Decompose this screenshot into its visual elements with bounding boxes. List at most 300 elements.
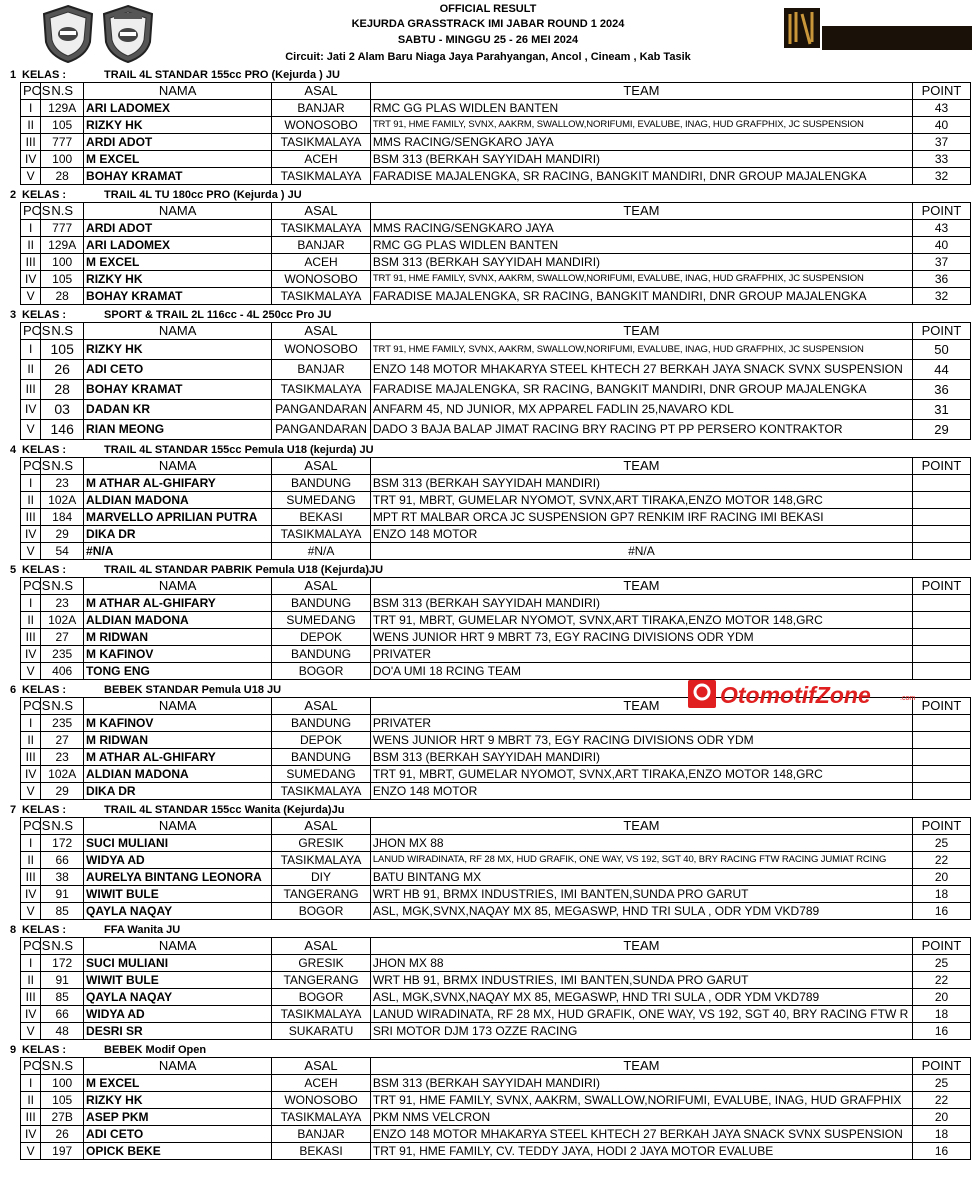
cell-point: 25 xyxy=(912,955,970,972)
cell-ns: 105 xyxy=(41,340,84,360)
cell-team: BSM 313 (BERKAH SAYYIDAH MANDIRI) xyxy=(370,151,912,168)
cell-pos: II xyxy=(21,360,41,380)
cell-team: JHON MX 88 xyxy=(370,955,912,972)
cell-nama: M EXCEL xyxy=(84,151,272,168)
cell-nama: RIZKY HK xyxy=(84,1092,272,1109)
results-table xyxy=(20,322,971,440)
cell-ns: 27B xyxy=(41,1109,84,1126)
cell-point xyxy=(912,612,970,629)
cell-ns: 27 xyxy=(41,629,84,646)
column-header-point: POINT xyxy=(912,698,970,715)
cell-team: MPT RT MALBAR ORCA JC SUSPENSION GP7 RENKIM IRF RACING IMI BEKASI xyxy=(370,509,912,526)
cell-team: PRIVATER xyxy=(370,646,912,663)
cell-nama: WIWIT BULE xyxy=(84,972,272,989)
cell-pos: II xyxy=(21,612,41,629)
cell-ns: 85 xyxy=(41,903,84,920)
table-row xyxy=(21,475,971,492)
cell-ns: 105 xyxy=(41,117,84,134)
cell-ns: 66 xyxy=(41,1006,84,1023)
cell-asal: ACEH xyxy=(272,254,371,271)
cell-point: 29 xyxy=(912,420,970,440)
cell-pos: III xyxy=(21,749,41,766)
cell-pos: II xyxy=(21,852,41,869)
cell-team: DADO 3 BAJA BALAP JIMAT RACING BRY RACING PT PP PERSERO KONTRAKTOR xyxy=(370,420,912,440)
cell-team: FARADISE MAJALENGKA, SR RACING, BANGKIT MANDIRI, DNR GROUP MAJALENGKA xyxy=(370,288,912,305)
table-row xyxy=(21,629,971,646)
cell-team: RMC GG PLAS WIDLEN BANTEN xyxy=(370,237,912,254)
column-header-pos: POS xyxy=(21,83,41,100)
results-table xyxy=(20,577,971,680)
cell-nama: DIKA DR xyxy=(84,526,272,543)
column-header-ns: N.S xyxy=(41,818,84,835)
cell-team: BSM 313 (BERKAH SAYYIDAH MANDIRI) xyxy=(370,475,912,492)
results-table xyxy=(20,937,971,1040)
cell-team: MMS RACING/SENGKARO JAYA xyxy=(370,220,912,237)
cell-asal: PANGANDARAN xyxy=(272,400,371,420)
watermark-suffix: .com xyxy=(900,695,916,702)
cell-nama: ARDI ADOT xyxy=(84,220,272,237)
cell-asal: BANJAR xyxy=(272,237,371,254)
results-container xyxy=(0,68,976,1163)
column-header-ns: N.S xyxy=(41,83,84,100)
cell-asal: WONOSOBO xyxy=(272,340,371,360)
kelas-name: SPORT & TRAIL 2L 116cc - 4L 250cc Pro JU xyxy=(104,309,332,321)
table-row xyxy=(21,903,971,920)
cell-team: WRT HB 91, BRMX INDUSTRIES, IMI BANTEN,SUNDA PRO GARUT xyxy=(370,972,912,989)
cell-pos: IV xyxy=(21,271,41,288)
cell-point: 18 xyxy=(912,1006,970,1023)
column-header-team: TEAM xyxy=(370,323,912,340)
kelas-title xyxy=(0,563,976,577)
results-table xyxy=(20,817,971,920)
cell-point: 31 xyxy=(912,400,970,420)
cell-asal: TASIKMALAYA xyxy=(272,1006,371,1023)
kelas-name: FFA Wanita JU xyxy=(104,924,181,936)
cell-nama: M ATHAR AL-GHIFARY xyxy=(84,595,272,612)
cell-nama: #N/A xyxy=(84,543,272,560)
cell-point: 37 xyxy=(912,254,970,271)
cell-ns: 38 xyxy=(41,869,84,886)
table-row xyxy=(21,117,971,134)
table-row xyxy=(21,288,971,305)
cell-nama: M KAFINOV xyxy=(84,715,272,732)
cell-nama: ADI CETO xyxy=(84,1126,272,1143)
cell-point: 20 xyxy=(912,989,970,1006)
cell-asal: BOGOR xyxy=(272,663,371,680)
table-row xyxy=(21,1023,971,1040)
cell-ns: 777 xyxy=(41,220,84,237)
cell-nama: M KAFINOV xyxy=(84,646,272,663)
cell-team: ASL, MGK,SVNX,NAQAY MX 85, MEGASWP, HND TRI SULA , ODR YDM VKD789 xyxy=(370,989,912,1006)
cell-asal: BEKASI xyxy=(272,509,371,526)
column-header-team: TEAM xyxy=(370,698,912,715)
cell-team: TRT 91, MBRT, GUMELAR NYOMOT, SVNX,ART TIRAKA,ENZO MOTOR 148,GRC xyxy=(370,492,912,509)
cell-asal: #N/A xyxy=(272,543,371,560)
column-header-team: TEAM xyxy=(370,578,912,595)
cell-team: ASL, MGK,SVNX,NAQAY MX 85, MEGASWP, HND TRI SULA , ODR YDM VKD789 xyxy=(370,903,912,920)
table-row xyxy=(21,526,971,543)
cell-asal: ACEH xyxy=(272,151,371,168)
table-row xyxy=(21,869,971,886)
cell-team: WENS JUNIOR HRT 9 MBRT 73, EGY RACING DIVISIONS ODR YDM xyxy=(370,732,912,749)
results-table xyxy=(20,202,971,305)
kelas-label: KELAS : xyxy=(22,924,66,936)
cell-asal: TASIKMALAYA xyxy=(272,220,371,237)
table-row xyxy=(21,1075,971,1092)
kelas-label: KELAS : xyxy=(22,189,66,201)
table-row xyxy=(21,543,971,560)
cell-ns: 91 xyxy=(41,886,84,903)
cell-asal: TASIKMALAYA xyxy=(272,852,371,869)
cell-pos: V xyxy=(21,543,41,560)
cell-ns: 28 xyxy=(41,380,84,400)
cell-ns: 102A xyxy=(41,612,84,629)
cell-asal: ACEH xyxy=(272,1075,371,1092)
cell-point: 16 xyxy=(912,903,970,920)
cell-point: 20 xyxy=(912,1109,970,1126)
cell-pos: II xyxy=(21,732,41,749)
cell-nama: BOHAY KRAMAT xyxy=(84,380,272,400)
cell-nama: M RIDWAN xyxy=(84,732,272,749)
circuit-info: Circuit: Jati 2 Alam Baru Niaga Jaya Parahyangan, Ancol , Cineam , Kab Tasik xyxy=(285,51,691,63)
cell-pos: V xyxy=(21,168,41,185)
column-header-point: POINT xyxy=(912,458,970,475)
cell-ns: 100 xyxy=(41,254,84,271)
column-header-team: TEAM xyxy=(370,818,912,835)
cell-asal: BOGOR xyxy=(272,989,371,1006)
kelas-name: TRAIL 4L STANDAR PABRIK Pemula U18 (Kejurda)JU xyxy=(104,564,384,576)
cell-asal: BANDUNG xyxy=(272,646,371,663)
table-row xyxy=(21,1126,971,1143)
cell-point xyxy=(912,509,970,526)
cell-pos: V xyxy=(21,663,41,680)
table-header-row xyxy=(21,203,971,220)
cell-nama: M RIDWAN xyxy=(84,629,272,646)
kelas-label: KELAS : xyxy=(22,444,66,456)
cell-point: 43 xyxy=(912,100,970,117)
cell-nama: DIKA DR xyxy=(84,783,272,800)
column-header-ns: N.S xyxy=(41,698,84,715)
cell-ns: 102A xyxy=(41,492,84,509)
table-header-row xyxy=(21,458,971,475)
column-header-team: TEAM xyxy=(370,1058,912,1075)
cell-point: 33 xyxy=(912,151,970,168)
cell-team: FARADISE MAJALENGKA, SR RACING, BANGKIT MANDIRI, DNR GROUP MAJALENGKA xyxy=(370,380,912,400)
cell-pos: III xyxy=(21,254,41,271)
cell-pos: I xyxy=(21,340,41,360)
cell-team: ENZO 148 MOTOR MHAKARYA STEEL KHTECH 27 BERKAH JAYA SNACK SVNX SUSPENSION xyxy=(370,1126,912,1143)
cell-ns: 48 xyxy=(41,1023,84,1040)
table-row xyxy=(21,852,971,869)
cell-asal: SUMEDANG xyxy=(272,492,371,509)
table-row xyxy=(21,715,971,732)
cell-nama: ARI LADOMEX xyxy=(84,237,272,254)
cell-asal: BANJAR xyxy=(272,360,371,380)
cell-team: ENZO 148 MOTOR MHAKARYA STEEL KHTECH 27 BERKAH JAYA SNACK SVNX SUSPENSION xyxy=(370,360,912,380)
cell-pos: III xyxy=(21,509,41,526)
cell-asal: TASIKMALAYA xyxy=(272,1109,371,1126)
cell-point xyxy=(912,595,970,612)
cell-nama: ARI LADOMEX xyxy=(84,100,272,117)
cell-team: ANFARM 45, ND JUNIOR, MX APPAREL FADLIN 25,NAVARO KDL xyxy=(370,400,912,420)
cell-ns: 29 xyxy=(41,526,84,543)
cell-nama: M ATHAR AL-GHIFARY xyxy=(84,475,272,492)
kelas-label: KELAS : xyxy=(22,684,66,696)
cell-nama: RIZKY HK xyxy=(84,340,272,360)
cell-point xyxy=(912,732,970,749)
table-row xyxy=(21,595,971,612)
column-header-asal: ASAL xyxy=(272,458,371,475)
column-header-pos: POS xyxy=(21,1058,41,1075)
cell-point: 44 xyxy=(912,360,970,380)
kelas-number: 4 xyxy=(10,444,17,456)
kelas-name: BEBEK STANDAR Pemula U18 JU xyxy=(104,684,282,696)
cell-pos: V xyxy=(21,903,41,920)
cell-point xyxy=(912,749,970,766)
cell-pos: II xyxy=(21,1092,41,1109)
cell-point xyxy=(912,475,970,492)
kelas-title xyxy=(0,308,976,322)
cell-team: FARADISE MAJALENGKA, SR RACING, BANGKIT MANDIRI, DNR GROUP MAJALENGKA xyxy=(370,168,912,185)
cell-team: BSM 313 (BERKAH SAYYIDAH MANDIRI) xyxy=(370,749,912,766)
column-header-pos: POS xyxy=(21,698,41,715)
cell-point: 22 xyxy=(912,1092,970,1109)
results-table xyxy=(20,1057,971,1160)
cell-point: 36 xyxy=(912,380,970,400)
cell-ns: 197 xyxy=(41,1143,84,1160)
cell-nama: QAYLA NAQAY xyxy=(84,903,272,920)
kelas-number: 6 xyxy=(10,684,17,696)
column-header-nama: NAMA xyxy=(84,458,272,475)
cell-pos: I xyxy=(21,1075,41,1092)
cell-point xyxy=(912,543,970,560)
cell-asal: BANDUNG xyxy=(272,595,371,612)
cell-ns: 23 xyxy=(41,749,84,766)
table-row xyxy=(21,360,971,380)
table-row xyxy=(21,749,971,766)
cell-ns: 54 xyxy=(41,543,84,560)
table-header-row xyxy=(21,818,971,835)
cell-nama: ASEP PKM xyxy=(84,1109,272,1126)
cell-team: #N/A xyxy=(370,543,912,560)
table-header-row xyxy=(21,578,971,595)
cell-pos: IV xyxy=(21,646,41,663)
cell-nama: ALDIAN MADONA xyxy=(84,492,272,509)
table-row xyxy=(21,492,971,509)
niaga-jaya-logo-icon xyxy=(782,4,974,52)
cell-nama: DESRI SR xyxy=(84,1023,272,1040)
cell-pos: II xyxy=(21,972,41,989)
cell-team: WENS JUNIOR HRT 9 MBRT 73, EGY RACING DIVISIONS ODR YDM xyxy=(370,629,912,646)
cell-ns: 172 xyxy=(41,955,84,972)
kelas-title xyxy=(0,443,976,457)
cell-nama: RIZKY HK xyxy=(84,117,272,134)
results-table xyxy=(20,457,971,560)
table-row xyxy=(21,1109,971,1126)
column-header-point: POINT xyxy=(912,203,970,220)
kelas-number: 2 xyxy=(10,189,17,201)
column-header-nama: NAMA xyxy=(84,818,272,835)
cell-ns: 129A xyxy=(41,100,84,117)
cell-pos: IV xyxy=(21,886,41,903)
cell-pos: V xyxy=(21,1023,41,1040)
column-header-pos: POS xyxy=(21,938,41,955)
table-header-row xyxy=(21,323,971,340)
cell-asal: WONOSOBO xyxy=(272,117,371,134)
column-header-point: POINT xyxy=(912,818,970,835)
cell-pos: II xyxy=(21,117,41,134)
column-header-ns: N.S xyxy=(41,578,84,595)
table-row xyxy=(21,420,971,440)
table-row xyxy=(21,783,971,800)
cell-pos: II xyxy=(21,237,41,254)
table-header-row xyxy=(21,1058,971,1075)
cell-nama: MARVELLO APRILIAN PUTRA xyxy=(84,509,272,526)
cell-pos: IV xyxy=(21,400,41,420)
cell-asal: SUKARATU xyxy=(272,1023,371,1040)
cell-asal: TASIKMALAYA xyxy=(272,783,371,800)
kelas-name: TRAIL 4L STANDAR 155cc PRO (Kejurda ) JU xyxy=(104,69,340,81)
cell-pos: I xyxy=(21,835,41,852)
cell-pos: V xyxy=(21,1143,41,1160)
cell-point: 40 xyxy=(912,117,970,134)
cell-point: 40 xyxy=(912,237,970,254)
cell-point xyxy=(912,646,970,663)
cell-nama: M EXCEL xyxy=(84,1075,272,1092)
cell-pos: III xyxy=(21,380,41,400)
cell-ns: 235 xyxy=(41,715,84,732)
cell-ns: 26 xyxy=(41,1126,84,1143)
cell-point: 16 xyxy=(912,1143,970,1160)
kelas-title xyxy=(0,188,976,202)
kelas-label: KELAS : xyxy=(22,69,66,81)
column-header-point: POINT xyxy=(912,1058,970,1075)
cell-point xyxy=(912,715,970,732)
cell-point: 22 xyxy=(912,972,970,989)
kelas-number: 5 xyxy=(10,564,17,576)
cell-pos: III xyxy=(21,1109,41,1126)
cell-ns: 102A xyxy=(41,766,84,783)
column-header-ns: N.S xyxy=(41,458,84,475)
cell-team: LANUD WIRADINATA, RF 28 MX, HUD GRAFIK, ONE WAY, VS 192, SGT 40, BRY RACING FTW RACING JUMIAT RCING xyxy=(370,852,912,869)
cell-nama: BOHAY KRAMAT xyxy=(84,288,272,305)
cell-ns: 235 xyxy=(41,646,84,663)
cell-pos: I xyxy=(21,595,41,612)
kelas-title xyxy=(0,803,976,817)
column-header-nama: NAMA xyxy=(84,938,272,955)
column-header-team: TEAM xyxy=(370,458,912,475)
column-header-point: POINT xyxy=(912,938,970,955)
cell-team: TRT 91, HME FAMILY, SVNX, AAKRM, SWALLOW,NORIFUMI, EVALUBE, INAG, HUD GRAFPHIX, JC SUSPENSION xyxy=(370,271,912,288)
kelas-title xyxy=(0,1043,976,1057)
cell-team: TRT 91, HME FAMILY, CV. TEDDY JAYA, HODI 2 JAYA MOTOR EVALUBE xyxy=(370,1143,912,1160)
column-header-nama: NAMA xyxy=(84,83,272,100)
cell-ns: 105 xyxy=(41,1092,84,1109)
cell-pos: V xyxy=(21,420,41,440)
table-row xyxy=(21,1092,971,1109)
cell-pos: I xyxy=(21,475,41,492)
cell-pos: IV xyxy=(21,1006,41,1023)
cell-pos: III xyxy=(21,989,41,1006)
cell-team: ENZO 148 MOTOR xyxy=(370,526,912,543)
cell-point: 43 xyxy=(912,220,970,237)
column-header-pos: POS xyxy=(21,578,41,595)
cell-asal: TANGERANG xyxy=(272,886,371,903)
kelas-title xyxy=(0,68,976,82)
cell-point: 18 xyxy=(912,886,970,903)
cell-nama: WIDYA AD xyxy=(84,1006,272,1023)
cell-asal: TASIKMALAYA xyxy=(272,168,371,185)
cell-asal: TASIKMALAYA xyxy=(272,134,371,151)
cell-point: 25 xyxy=(912,835,970,852)
kelas-label: KELAS : xyxy=(22,804,66,816)
cell-asal: PANGANDARAN xyxy=(272,420,371,440)
cell-point: 25 xyxy=(912,1075,970,1092)
column-header-point: POINT xyxy=(912,578,970,595)
cell-point: 20 xyxy=(912,869,970,886)
cell-nama: TONG ENG xyxy=(84,663,272,680)
column-header-asal: ASAL xyxy=(272,203,371,220)
table-row xyxy=(21,237,971,254)
cell-point xyxy=(912,663,970,680)
cell-asal: BANDUNG xyxy=(272,715,371,732)
column-header-asal: ASAL xyxy=(272,698,371,715)
cell-pos: IV xyxy=(21,151,41,168)
cell-nama: M ATHAR AL-GHIFARY xyxy=(84,749,272,766)
cell-pos: IV xyxy=(21,766,41,783)
cell-nama: ALDIAN MADONA xyxy=(84,766,272,783)
column-header-team: TEAM xyxy=(370,938,912,955)
table-row xyxy=(21,340,971,360)
column-header-point: POINT xyxy=(912,323,970,340)
cell-pos: I xyxy=(21,955,41,972)
cell-pos: IV xyxy=(21,1126,41,1143)
cell-asal: DIY xyxy=(272,869,371,886)
cell-point: 37 xyxy=(912,134,970,151)
cell-nama: ALDIAN MADONA xyxy=(84,612,272,629)
cell-asal: BANDUNG xyxy=(272,475,371,492)
cell-nama: ADI CETO xyxy=(84,360,272,380)
result-title: OFFICIAL RESULT xyxy=(439,3,537,15)
table-row xyxy=(21,766,971,783)
cell-ns: 406 xyxy=(41,663,84,680)
cell-asal: TASIKMALAYA xyxy=(272,526,371,543)
watermark-brand: OtomotifZone xyxy=(720,682,871,708)
kelas-label: KELAS : xyxy=(22,1044,66,1056)
cell-point xyxy=(912,526,970,543)
cell-ns: 184 xyxy=(41,509,84,526)
column-header-pos: POS xyxy=(21,323,41,340)
kelas-name: TRAIL 4L STANDAR 155cc Pemula U18 (kejurda) JU xyxy=(104,444,374,456)
table-row xyxy=(21,509,971,526)
cell-team: DO'A UMI 18 RCING TEAM xyxy=(370,663,912,680)
cell-team: PRIVATER xyxy=(370,715,912,732)
cell-point: 18 xyxy=(912,1126,970,1143)
document-header xyxy=(0,0,976,68)
column-header-nama: NAMA xyxy=(84,1058,272,1075)
cell-team: TRT 91, HME FAMILY, SVNX, AAKRM, SWALLOW,NORIFUMI, EVALUBE, INAG, HUD GRAFPHIX, JC SUSPENSION xyxy=(370,117,912,134)
cell-pos: II xyxy=(21,492,41,509)
cell-pos: V xyxy=(21,288,41,305)
cell-asal: DEPOK xyxy=(272,629,371,646)
cell-team: TRT 91, MBRT, GUMELAR NYOMOT, SVNX,ART TIRAKA,ENZO MOTOR 148,GRC xyxy=(370,766,912,783)
table-header-row xyxy=(21,938,971,955)
cell-point xyxy=(912,629,970,646)
otomotifzone-watermark xyxy=(688,680,920,714)
cell-asal: GRESIK xyxy=(272,955,371,972)
cell-nama: M EXCEL xyxy=(84,254,272,271)
kelas-number: 7 xyxy=(10,804,17,816)
